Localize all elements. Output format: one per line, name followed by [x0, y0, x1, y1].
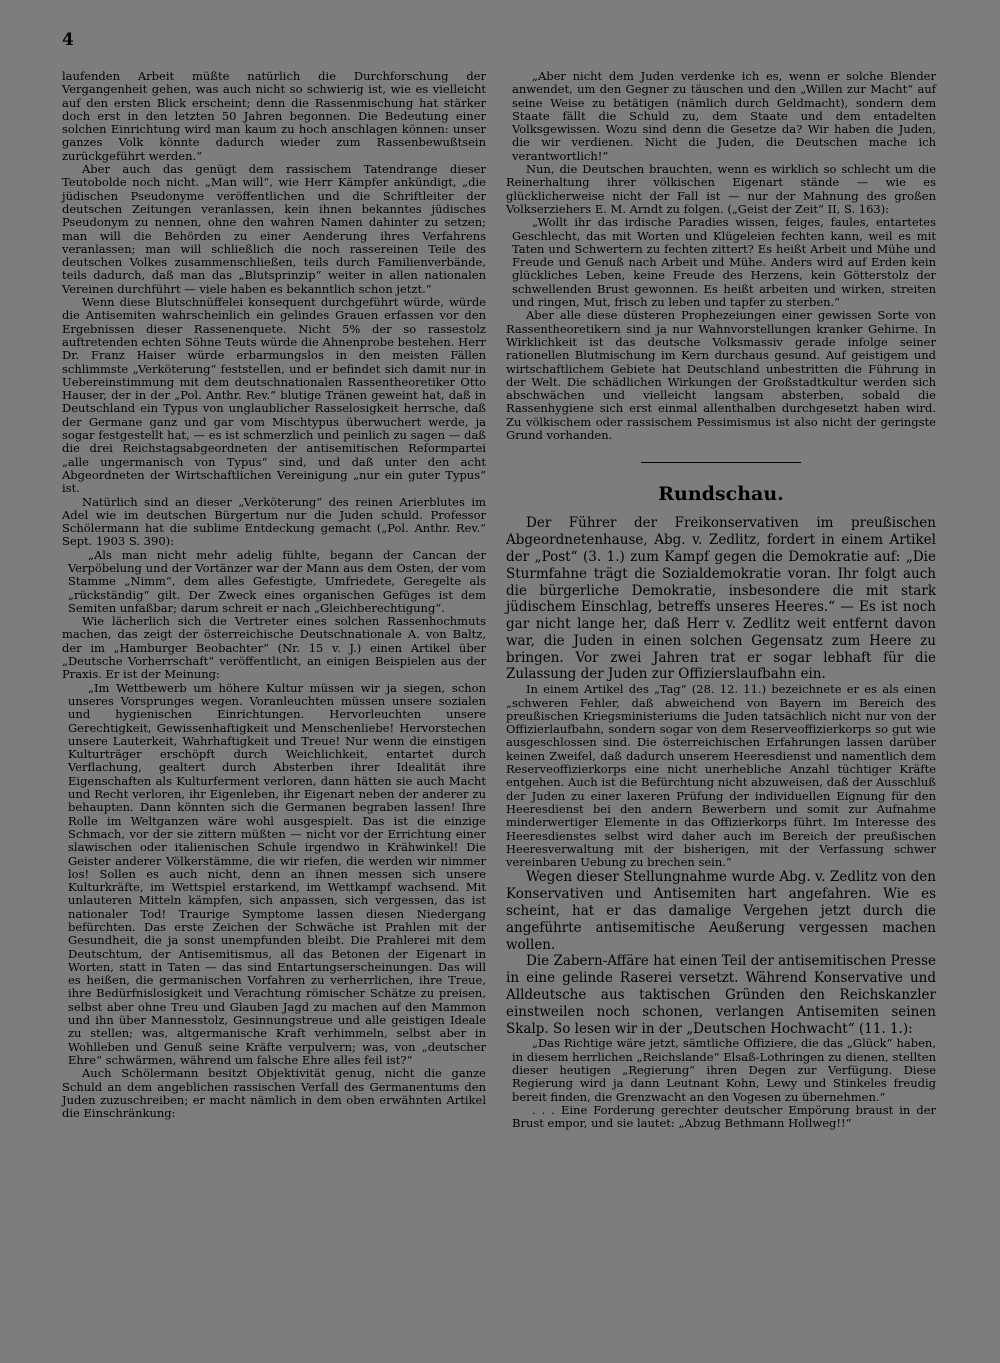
paragraph: Aber alle diese düsteren Prophezeiungen einer gewissen Sorte von Rassentheoretikern sind ja nur Wahnvorstellungen kranker Gehirne. In Wirklichkeit ist das deutsche Volksmassiv gerade infolge seiner rationellen Blutmischung im Kern durchaus gesund. Auf geistigem und wirtschaftlichem Gebiete hat Deutschland unbestritten die Führung in der Welt. Die schädlichen Wirkungen der Großstadtkultur werden sich abschwächen und vielleicht langsam absterben, sobald die Rassenhygiene sich erst einmal allenthalben durchgesetzt haben wird. Zu völkischem oder rassischem Pessimismus ist also nicht der geringste Grund vorhanden.	[506, 308, 936, 443]
paragraph: „Wollt ihr das irdische Paradies wissen, feiges, faules, entartetes Geschlecht, das mit Worten und Klügeleien fechten kann, weil es mit Taten und Schwertern zu fechten zittert? Es heißt Arbeit und Mühe und Freude und Genuß nach Arbeit und Mühe. Anders wird auf Erden kein glückliches Leben, keine Freude des Herzens, kein Götterstolz der schwellenden Brust gewonnen. Es heißt arbeiten und wirken, streiten und ringen, Mut, frisch zu leben und tapfer zu sterben.“	[512, 215, 936, 310]
paragraph: „Im Wettbewerb um höhere Kultur müssen wir ja siegen, schon unseres Vorsprunges wegen. Voranleuchten müssen unsere sozialen und hygienischen Einrichtungen. Hervorleuchten unsere Gerechtigkeit, Gewissenhaftigkeit und Menschenliebe! Hervorstechen unsere Lauterkeit, Wahrhaftigkeit und Treue! Nur wenn die einstigen Kulturträger erschöpft durch Weichlichkeit, entartet durch Verflachung, gealtert durch Absterben ihrer Idealität ihre Eigenschaften als Kulturferment verloren, dann hätten sie auch Macht und Recht verloren, ihr Eigenleben, ihr Eigenart neben der anderer zu behaupten. Dann könnten sich die Germanen begraben lassen! Ihre Rolle im Weltganzen wäre wohl ausgespielt. Das ist die einzige Schmach, vor der sie zittern müßten — nicht vor der Errichtung einer slawischen oder italienischen Schule irgendwo in Krähwinkel! Die Geister anderer Völkerstämme, die wir riefen, die werden wir nimmer los! Sollen es auch nicht, denn an ihnen messen sich unsere Kulturkräfte, im Wettspiel erstarkend, im Wettkampf wachsend. Mit unlauteren Mitteln kämpfen, sich anpassen, sich vergessen, das ist nationaler Tod! Traurige Symptome lassen diesen Niedergang befürchten. Das erste Zeichen der Schwäche ist Prahlen mit der Gesundheit, die ja sonst unempfunden bleibt. Die Prahlerei mit dem Deutschtum, der Antisemitismus, all das Betonen der Eigenart in Worten, statt in Taten — das sind Entartungserscheinungen. Das will es heißen, die germanischen Vorfahren zu verherrlichen, ihre Treue, ihre Bedürfnislosigkeit und Verachtung römischer Schätze zu preisen, selbst aber ohne Treu und Glauben Jagd zu machen auf den Mammon und ihn über Mannesstolz, Gesinnungstreue und alle geistigen Ideale zu stellen; was, altgermanische Kraft verhimmeln, selbst aber in Wohlleben und Genuß seine Kräfte verpulvern; was, von „deutscher Ehre“ schwärmen, während um falsche Ehre alles feil ist?“	[68, 680, 486, 1067]
rundschau-quote	[506, 683, 936, 869]
rundschau-end	[506, 1037, 936, 1130]
page-number: 4	[62, 30, 74, 50]
paragraph: Auch Schölermann besitzt Objektivität genug, nicht die ganze Schuld an dem angeblichen rassischen Verfall des Germanentums den Juden zuzuschreiben; er macht nämlich in dem oben erwähnten Artikel die Einschränkung:	[62, 1066, 486, 1121]
paragraph: In einem Artikel des „Tag“ (28. 12. 11.) bezeichnete er es als einen „schweren Fehler, daß abweichend von Bayern im Bereich des preußischen Kriegsministeriums die Juden tatsächlich nicht nur von der Offizierlaufbahn, sondern sogar von dem Reserveoffizierkorps so gut wie ausgeschlossen sind. Die österreichischen Erfahrungen lassen darüber keinen Zweifel, daß dadurch unserem Heeresdienst und namentlich dem Reserveoffizierkorps eine nicht unerhebliche Anzahl tüchtiger Kräfte entgehen. Auch ist die Befürchtung nicht abzuweisen, daß der Ausschluß der Juden zu einer laxeren Prüfung der individuellen Eignung für den Heeresdienst bei den andern Bewerbern und somit zur Aufnahme minderwertiger Elemente in das Offizierkorps führt. Im Interesse des Heeresdienstes selbst wird daher auch im Bereich der preußischen Heeresverwaltung mit der bisherigen, mit der Verfassung schwer vereinbaren Uebung zu brechen sein.“	[506, 682, 936, 870]
paragraph: Wie lächerlich sich die Vertreter eines solchen Rassenhochmuts machen, das zeigt der österreichische Deutschnationale A. von Baltz, der im „Hamburger Beobachter“ (Nr. 15 v. J.) einen Artikel über „Deutsche Vorherrschaft“ veröffentlicht, an einigen Beispielen aus der Praxis. Er ist der Meinung:	[62, 614, 486, 682]
paragraph: . . . Eine Forderung gerechter deutscher Empörung braust in der Brust empor, und sie lautet: „Abzug Bethmann Hollweg!!“	[512, 1102, 936, 1131]
paragraph: „Als man nicht mehr adelig fühlte, begann der Cancan der Verpöbelung und der Vortänzer war der Mann aus dem Osten, der vom Stamme „Nimm“, dem alles Gefestigte, Umfriedete, Geregelte als „rückständig“ gilt. Der Zweck eines organischen Gefüges ist dem Semiten unfaßbar; darum schreit er nach „Gleichberechtigung“.	[68, 547, 486, 615]
left-column	[62, 70, 486, 1120]
section-divider	[641, 462, 801, 463]
paragraph: Wegen dieser Stellungnahme wurde Abg. v. Zedlitz von den Konservativen und Antisemiten hart angefahren. Wie es scheint, hat er das damalige Vergehen jetzt durch die angeführte antisemitische Aeußerung vergessen machen wollen.	[506, 869, 936, 953]
rundschau-body	[506, 869, 936, 1037]
paragraph: „Das Richtige wäre jetzt, sämtliche Offiziere, die das „Glück“ haben, in diesem herrlichen „Reichslande“ Elsaß-Lothringen zu dienen, stellten dieser heutigen „Regierung“ ihren Degen zur Verfügung. Diese Regierung wird ja dann Leutnant Kohn, Lewy und Stinkeles freudig bereit finden, die Grenzwacht an den Vogesen zu übernehmen.“	[512, 1036, 936, 1104]
right-column	[506, 70, 936, 1130]
paragraph: Wenn diese Blutschnüffelei konsequent durchgeführt würde, würde die Antisemiten wahrscheinlich ein gelindes Grauen erfassen vor den Ergebnissen dieser Rassenenquete. Nicht 5% der so rassestolz auftretenden echten Söhne Teuts würde die Ahnenprobe bestehen. Herr Dr. Franz Haiser würde erbarmungslos in den meisten Fällen schlimmste „Verköterung“ feststellen, und er befindet sich damit nur in Uebereinstimmung mit dem deutschnationalen Rassentheoretiker Otto Hauser, der in der „Pol. Anthr. Rev.“ blutige Tränen geweint hat, daß in Deutschland ein Typus von unglaublicher Rasselosigkeit herrsche, daß der Germane ganz und gar vom Mischtypus überwuchert werde, ja sogar festgestellt hat, — es ist schmerzlich und peinlich zu sagen — daß die drei Reichstagsabgeordneten der antisemitischen Reformpartei „alle ungermanisch von Typus“ sind, und daß unter den acht Abgeordneten der Wirtschaftlichen Vereinigung „nur ein guter Typus“ ist.	[62, 295, 486, 496]
rundschau-lead	[506, 515, 936, 683]
paragraph: Natürlich sind an dieser „Verköterung“ des reinen Arierblutes im Adel wie im deutschen Bürgertum nur die Juden schuld. Professor Schölermann hat die sublime Entdeckung gemacht („Pol. Anthr. Rev.“ Sept. 1903 S. 390):	[62, 494, 486, 549]
paragraph: Die Zabern-Affäre hat einen Teil der antisemitischen Presse in eine gelinde Raserei versetzt. Während Konservative und Alldeutsche aus taktischen Gründen den Reichskanzler einstweilen noch schonen, verlangen Antisemiten seinen Skalp. So lesen wir in der „Deutschen Hochwacht“ (11. 1.):	[506, 953, 936, 1037]
paragraph: „Aber nicht dem Juden verdenke ich es, wenn er solche Blender anwendet, um den Gegner zu täuschen und den „Willen zur Macht“ auf seine Weise zu betätigen (nämlich durch Geldmacht), sondern dem Staate fällt die Schuld zu, dem Staate und dem entadelten Volksgewissen. Wozu sind denn die Gesetze da? Wir haben die Juden, die wir verdienen. Nicht die Juden, die Deutschen mache ich verantwortlich!“	[512, 69, 936, 163]
paragraph: Der Führer der Freikonservativen im preußischen Abgeordnetenhause, Abg. v. Zedlitz, fordert in einem Artikel der „Post“ (3. 1.) zum Kampf gegen die Demokratie auf: „Die Sturmfahne trägt die Sozialdemokratie voran. Ihr folgt auch die bürgerliche Demokratie, insbesondere die mit stark jüdischem Einschlag, betreffs unseres Heeres.“ — Es ist noch gar nicht lange her, daß Herr v. Zedlitz weit entfernt davon war, die Juden in einen solchen Gegensatz zum Heere zu bringen. Vor zwei Jahren trat er sogar lebhaft für die Zulassung der Juden zur Offizierslaufbahn ein.	[506, 515, 936, 683]
paragraph: Nun, die Deutschen brauchten, wenn es wirklich so schlecht um die Reinerhaltung ihrer völkischen Eigenart stände — wie es glücklicherweise nicht der Fall ist — nur der Mahnung des großen Volkserziehers E. M. Arndt zu folgen. („Geist der Zeit“ II, S. 163):	[506, 162, 936, 216]
section-heading: Rundschau.	[658, 483, 784, 506]
right-column-top	[506, 70, 936, 442]
paragraph: Aber auch das genügt dem rassischem Tatendrange dieser Teutobolde noch nicht. „Man will“, wie Herr Kämpfer ankündigt, „die jüdischen Pseudonyme veröffentlichen und die Schriftleiter der deutschen Zeitungen veranlassen, kein ihnen bekanntes jüdisches Pseudonym zu nennen, ohne den wahren Namen dahinter zu setzen; man will die Behörden zu einer Aenderung ihres Verfahrens veranlassen; man will schließlich die noch rassereinen Teile des deutschen Volkes zusammenschließen, teils durch Familienverbände, teils dadurch, daß man das „Blutsprinzip“ weiter in allen nationalen Vereinen durchführt — viele haben es bekanntlich schon jetzt.“	[62, 162, 486, 296]
paragraph: laufenden Arbeit müßte natürlich die Durchforschung der Vergangenheit gehen, was auch nicht so schwierig ist, wie es vielleicht auf den ersten Blick erscheint; denn die Rassenmischung hat stärker doch erst in den letzten 50 Jahren begonnen. Die Bedeutung einer solchen Einrichtung wird man kaum zu hoch anschlagen können: unser ganzes Volk könnte dadurch wieder zum Rassenbewußtsein zurückgeführt werden.“	[62, 69, 486, 163]
